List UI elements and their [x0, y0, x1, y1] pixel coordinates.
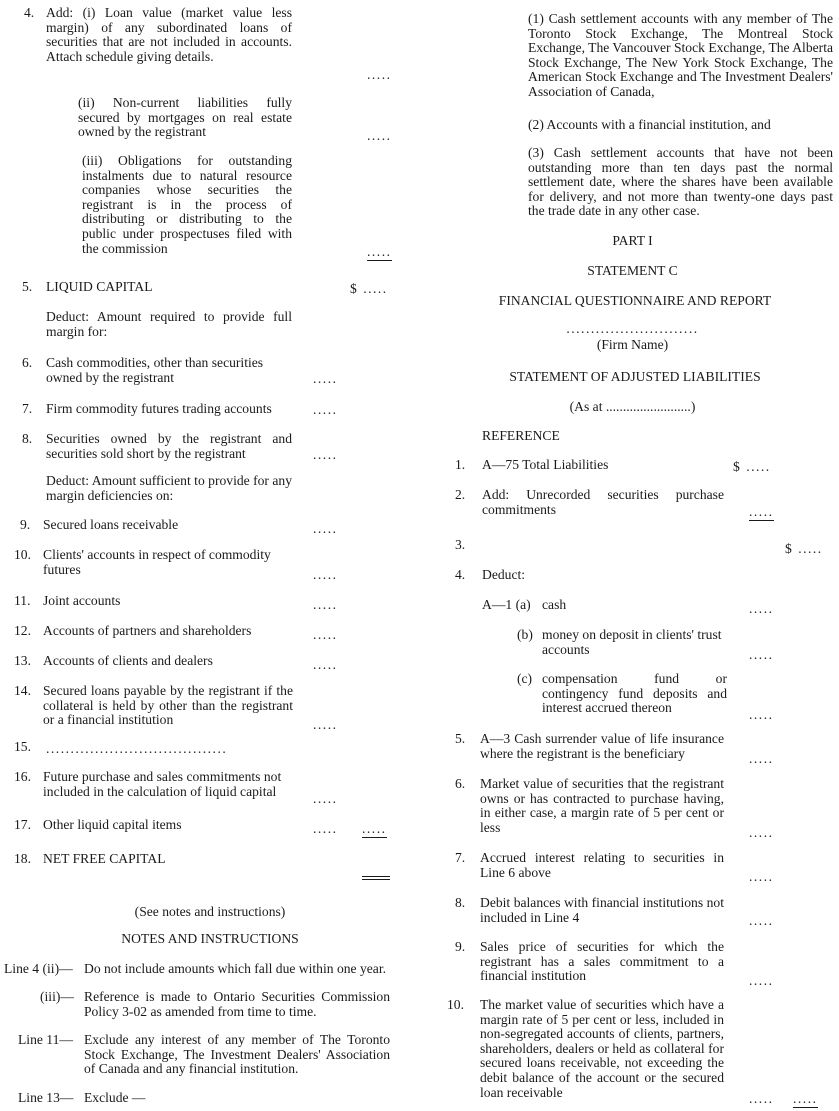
line-15-blank: ..................................... [46, 741, 228, 756]
r2-number: 2. [455, 487, 466, 502]
r5-text: A—3 Cash surrender value of life insurance where the registrant is the beneficiary [480, 731, 724, 761]
r7-number: 7. [455, 850, 466, 865]
exclusion-3: (3) Cash settlement accounts that have not been outstanding more than ten days past the normal settlement date, where the shares have been available for delivery, and not more than twenty-one days past the trade date in any other case. [528, 145, 833, 219]
exclusion-1: (1) Cash settlement accounts with any member of The Toronto Stock Exchange, The Montreal Stock Exchange, The Vancouver Stock Exchange, The Alberta Stock Exchange, The New York Stock Exchange, The American Stock Exchange and The Investment Dealers' Association of Canada, [528, 11, 834, 99]
line-8-number: 8. [22, 431, 33, 446]
r6-text: Market value of securities that the registrant owns or has contracted to purchase having, in either case, a margin rate of 5 per cent or less [480, 776, 724, 835]
item-18-number: 18. [14, 851, 31, 866]
deduct-full-margin: Deduct: Amount required to provide full margin for: [46, 309, 292, 339]
line-10-text: Clients' accounts in respect of commodity futures [43, 547, 271, 577]
item-4-iii-amount: ..... [367, 244, 392, 259]
r4-text: Deduct: [482, 567, 526, 582]
r3-amount: $ ..... [785, 541, 823, 556]
item-5-amount: $ ..... [350, 281, 388, 296]
r7-amount: ..... [749, 869, 774, 884]
r3-number: 3. [455, 537, 466, 552]
r9-amount: ..... [749, 973, 774, 988]
r8-text: Debit balances with financial institutions not included in Line 4 [480, 895, 724, 925]
r10-text: The market value of securities which have a margin rate of 5 per cent or less, included in non-segregated accounts of clients, partners, shareholders, dealers or held as collateral for secured loans receivable, not exceeding the debit balance of the account or the secured loan receivable [480, 997, 724, 1100]
line-14-text: Secured loans payable by the registrant if the collateral is held by other than the registrant or a financial institution [43, 683, 293, 728]
r2-text: Add: Unrecorded securities purchase commitments [482, 487, 724, 517]
r5-number: 5. [455, 731, 466, 746]
r2-amount: ..... [749, 504, 774, 519]
r1-text: A—75 Total Liabilities [482, 457, 609, 472]
fq-heading: FINANCIAL QUESTIONNAIRE AND REPORT [498, 293, 772, 308]
see-notes: (See notes and instructions) [134, 904, 286, 919]
line-11-number: 11. [14, 593, 31, 608]
r4b-text: money on deposit in clients' trust accounts [542, 627, 722, 657]
line-7-amount: ..... [313, 402, 338, 417]
firm-name-caption: (Firm Name) [596, 337, 669, 352]
line-16-number: 16. [14, 769, 31, 784]
exclusion-2: (2) Accounts with a financial institution, and [528, 117, 771, 132]
line-8-text: Securities owned by the registrant and securities sold short by the registrant [46, 431, 292, 461]
line-17-total: ..... [362, 821, 387, 836]
r4c-ref: (c) [517, 671, 533, 686]
line-10-number: 10. [14, 547, 31, 562]
line-15-number: 15. [14, 739, 31, 754]
as-at-line: (As at .........................) [569, 399, 696, 414]
r10-amount: ..... [749, 1091, 774, 1106]
r6-amount: ..... [749, 825, 774, 840]
net-free-capital-double-rule [362, 876, 390, 880]
firm-name-blank: ........................... [566, 321, 699, 336]
note-iii-ref: (iii)— [40, 989, 74, 1004]
r1-amount: $ ..... [733, 459, 771, 474]
note-line-13-text: Exclude — [84, 1090, 146, 1105]
item-4-i-text: Add: (i) Loan value (market value less margin) of any subordinated loans of securities that are not included in accounts. Attach schedule giving details. [46, 5, 292, 64]
item-4-i-amount: ..... [367, 67, 392, 82]
note-line-4ii-ref: Line 4 (ii)— [4, 961, 73, 976]
item-5-number: 5. [22, 279, 33, 294]
line-8-amount: ..... [313, 447, 338, 462]
r10-number: 10. [447, 997, 464, 1012]
line-17-text: Other liquid capital items [43, 817, 182, 832]
r4c-amount: ..... [749, 707, 774, 722]
item-5-label: LIQUID CAPITAL [46, 279, 153, 294]
note-line-4ii-text: Do not include amounts which fall due within one year. [84, 961, 387, 976]
r4a-text: cash [542, 597, 567, 612]
r5-amount: ..... [749, 751, 774, 766]
note-line-11-text: Exclude any interest of any member of The Toronto Stock Exchange, The Investment Dealers' Association of Canada and any financial institution. [84, 1032, 390, 1077]
r4b-amount: ..... [749, 647, 774, 662]
r6-number: 6. [455, 776, 466, 791]
line-13-amount: ..... [313, 657, 338, 672]
line-12-text: Accounts of partners and shareholders [43, 623, 252, 638]
r4a-amount: ..... [749, 601, 774, 616]
line-17-amount: ..... [313, 821, 338, 836]
item-4-ii-amount: ..... [367, 128, 392, 143]
item-4-iii-text: (iii) Obligations for outstanding instalments due to natural resource companies whose securities the registrant is in the process of distributing or distributing to the public under prospectuses filed with the commission [82, 153, 292, 256]
note-line-13-ref: Line 13— [18, 1090, 74, 1105]
r1-number: 1. [455, 457, 466, 472]
notes-heading: NOTES AND INSTRUCTIONS [121, 931, 299, 946]
r4a-ref: A—1 (a) [482, 597, 531, 612]
item-4-number: 4. [24, 5, 35, 20]
line-12-number: 12. [14, 623, 31, 638]
r9-text: Sales price of securities for which the registrant has a sales commitment to a financial institution [480, 939, 724, 984]
r9-number: 9. [455, 939, 466, 954]
item-4-ii-text: (ii) Non-current liabilities fully secured by mortgages on real estate owned by the registrant [78, 95, 292, 140]
line-14-amount: ..... [313, 717, 338, 732]
line-17-number: 17. [14, 817, 31, 832]
note-line-11-ref: Line 11— [18, 1032, 73, 1047]
r4-number: 4. [455, 567, 466, 582]
line-13-text: Accounts of clients and dealers [43, 653, 213, 668]
line-7-text: Firm commodity futures trading accounts [46, 401, 272, 416]
r4b-ref: (b) [517, 627, 533, 642]
line-7-number: 7. [22, 401, 33, 416]
line-16-text: Future purchase and sales commitments not included in the calculation of liquid capital [43, 769, 282, 799]
line-11-text: Joint accounts [43, 593, 121, 608]
line-9-amount: ..... [313, 521, 338, 536]
r4c-text: compensation fund or contingency fund deposits and interest accrued thereon [542, 671, 727, 716]
line-14-number: 14. [14, 683, 31, 698]
r10-total: ..... [793, 1091, 818, 1106]
item-18-label: NET FREE CAPITAL [43, 851, 166, 866]
line-13-number: 13. [14, 653, 31, 668]
sal-heading: STATEMENT OF ADJUSTED LIABILITIES [509, 369, 761, 384]
line-11-amount: ..... [313, 597, 338, 612]
line-9-text: Secured loans receivable [43, 517, 179, 532]
line-10-amount: ..... [313, 567, 338, 582]
r8-amount: ..... [749, 913, 774, 928]
line-6-number: 6. [22, 355, 33, 370]
line-16-amount: ..... [313, 791, 338, 806]
reference-heading: REFERENCE [482, 428, 560, 443]
line-6-amount: ..... [313, 371, 338, 386]
line-9-number: 9. [20, 517, 31, 532]
r8-number: 8. [455, 895, 466, 910]
r7-text: Accrued interest relating to securities in Line 6 above [480, 850, 724, 880]
statement-heading: STATEMENT C [587, 263, 678, 278]
note-iii-text: Reference is made to Ontario Securities Commission Policy 3-02 as amended from time to time. [84, 989, 390, 1019]
deduct-margin-deficiencies: Deduct: Amount sufficient to provide for any margin deficiencies on: [46, 473, 292, 503]
line-6-text: Cash commodities, other than securities owned by the registrant [46, 355, 264, 385]
line-12-amount: ..... [313, 627, 338, 642]
part-heading: PART I [612, 233, 653, 248]
